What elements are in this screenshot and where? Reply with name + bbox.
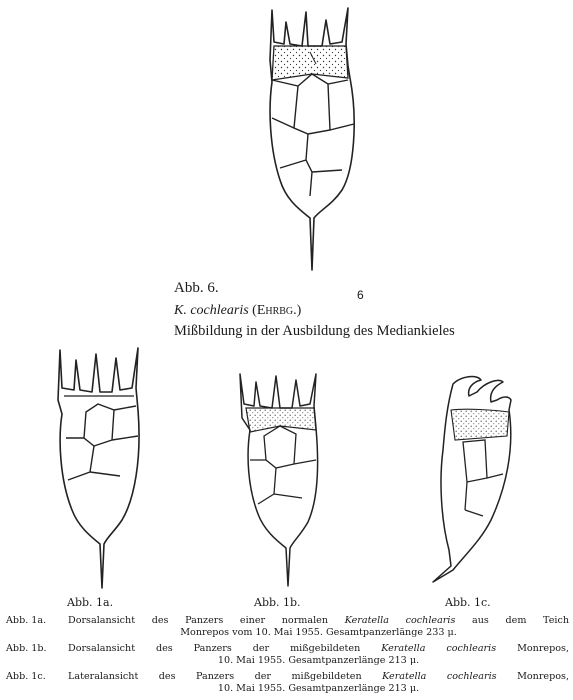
species-authority: (Ehrbg.) — [252, 303, 302, 318]
caption-text: Monrepos, — [496, 671, 570, 682]
caption-text: Monrepos, — [496, 643, 569, 654]
caption-1a — [6, 615, 569, 639]
figure-6-species — [174, 303, 301, 319]
caption-text: Dorsalansicht des Panzers einer normalen — [68, 615, 345, 626]
caption-1c — [6, 671, 569, 695]
caption-text: Dorsalansicht des Panzers der mißgebildeten — [68, 643, 382, 654]
caption-label: Abb. 1a. — [6, 615, 47, 626]
caption-species: Keratella cochlearis — [381, 643, 497, 654]
figure-1a-label: Abb. 1a. — [67, 596, 114, 609]
figure-1b-drawing — [224, 364, 334, 590]
caption-text: 10. Mai 1955. Gesamtpanzerlänge 213 μ. — [217, 683, 420, 694]
caption-1b — [6, 643, 569, 667]
figure-6-label: Abb. 6. — [174, 280, 219, 296]
figure-6-drawing — [250, 0, 370, 280]
caption-text: aus dem Teich — [455, 615, 570, 626]
species-name: K. cochlearis — [174, 303, 249, 318]
figure-1c-label: Abb. 1c. — [445, 596, 491, 609]
caption-label: Abb. 1c. — [6, 671, 46, 682]
caption-species: Keratella cochlearis — [382, 671, 497, 682]
caption-species: Keratella cochlearis — [344, 615, 456, 626]
caption-text: Lateralansicht des Panzers der mißgebildeten — [68, 671, 383, 682]
figure-1c-drawing — [425, 370, 535, 590]
caption-label: Abb. 1b. — [6, 643, 47, 654]
caption-text: Monrepos vom 10. Mai 1955. Gesamtpanzerlänge 233 μ. — [180, 627, 457, 638]
figure-6-number: 6 — [357, 288, 364, 302]
figure-6-description: Mißbildung in der Ausbildung des Mediankieles — [174, 323, 455, 339]
figure-1b-label: Abb. 1b. — [254, 596, 301, 609]
caption-text: 10. Mai 1955. Gesamtpanzerlänge 213 μ. — [217, 655, 420, 666]
figure-1a-drawing — [38, 340, 158, 590]
